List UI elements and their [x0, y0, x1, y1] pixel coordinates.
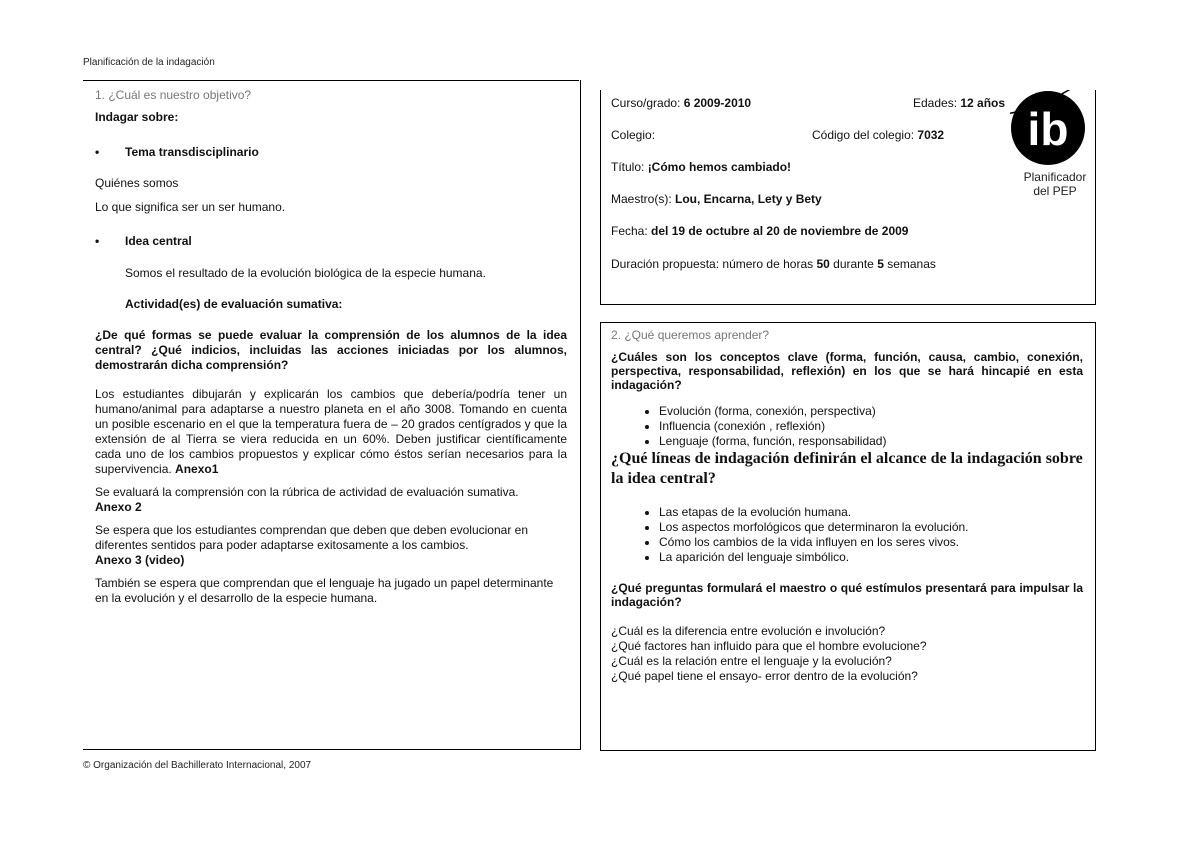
codigo-label: Código del colegio:	[812, 128, 918, 142]
logo-caption-line-1: Planificador	[1023, 170, 1087, 184]
linea-item: • La aparición del lenguaje simbólico.	[659, 550, 1083, 565]
lineas-question: ¿Qué líneas de indagación definirán el alcance de la indagación sobre la idea central?	[611, 450, 1083, 487]
preguntas-list	[611, 624, 1083, 684]
ib-logo	[1010, 90, 1086, 166]
left-column-border	[580, 80, 581, 750]
section-1-title: 1. ¿Cuál es nuestro objetivo?	[95, 88, 252, 102]
actividad-label: Actividad(es) de evaluación sumativa:	[125, 297, 343, 311]
pregunta-item: ¿Cuál es la relación entre el lenguaje y la evolución?	[611, 654, 892, 668]
fecha-value: del 19 de octubre al 20 de noviembre de 2009	[651, 224, 909, 238]
objective-section	[95, 88, 567, 606]
pregunta-item: ¿Cuál es la diferencia entre evolución e involución?	[611, 624, 886, 638]
tema-bullet	[95, 145, 567, 160]
conceptos-list	[611, 404, 1083, 449]
evaluation-question: ¿De qué formas se puede evaluar la comprensión de los alumnos de la idea central? ¿Qué indicios, incluidas las acciones iniciadas por los alumnos, demostrarán dicha comprensión?	[95, 328, 567, 372]
titulo-row	[611, 160, 791, 174]
maestros-value: Lou, Encarna, Lety y Bety	[675, 192, 822, 206]
pregunta-item: ¿Qué papel tiene el ensayo- error dentro de la evolución?	[611, 669, 918, 683]
maestros-label: Maestro(s):	[611, 192, 676, 206]
indagar-sobre-label: Indagar sobre:	[95, 110, 179, 124]
tema-label: Tema transdisciplinario	[125, 145, 259, 159]
concepto-item: • Lenguaje (forma, función, responsabilidad)	[659, 434, 1083, 449]
fecha-label: Fecha:	[611, 224, 652, 238]
anexo-2: Anexo 2	[95, 500, 142, 514]
header-rule	[83, 80, 579, 81]
duracion-row	[611, 257, 936, 271]
summative-paragraph-3	[95, 523, 567, 568]
page-header: Planificación de la indagación	[83, 57, 215, 68]
preguntas-question: ¿Qué preguntas formulará el maestro o qué estímulos presentará para impulsar la indagación?	[611, 581, 1083, 609]
titulo-value: ¡Cómo hemos cambiado!	[647, 160, 792, 174]
maestros-row	[611, 192, 822, 206]
ib-logo-text: ib	[1027, 103, 1069, 155]
edades-row	[913, 96, 1005, 110]
duracion-mid: durante	[829, 257, 878, 271]
linea-item: • Cómo los cambios de la vida influyen en los seres vivos.	[659, 535, 1083, 550]
footer-rule	[83, 749, 580, 750]
duracion-label: Duración propuesta: número de horas	[611, 257, 817, 271]
concepto-item: • Evolución (forma, conexión, perspectiva)	[659, 404, 1083, 419]
edades-value: 12 años	[960, 96, 1006, 110]
bullet-dot: •	[95, 145, 100, 159]
duracion-end: semanas	[883, 257, 936, 271]
conceptos-question: ¿Cuáles son los conceptos clave (forma, función, causa, cambio, conexión, perspectiva, responsabilidad, reflexión) en los que se hará hincapié en esta indagación?	[611, 350, 1083, 392]
idea-label: Idea central	[125, 234, 192, 248]
curso-label: Curso/grado:	[611, 96, 684, 110]
anexo-1: Anexo1	[175, 462, 219, 476]
codigo-value: 7032	[917, 128, 945, 142]
tema-name: Quiénes somos	[95, 176, 179, 190]
summative-paragraph-2	[95, 485, 567, 515]
learning-section	[611, 328, 1083, 684]
fecha-row	[611, 224, 908, 238]
titulo-label: Título:	[611, 160, 648, 174]
pregunta-item: ¿Qué factores han influido para que el hombre evolucione?	[611, 639, 927, 653]
summative-paragraph-4: También se espera que comprendan que el lenguaje ha jugado un papel determinante en la evolución y el desarrollo de la especie humana.	[95, 576, 554, 605]
idea-bullet	[95, 234, 567, 249]
logo-caption-line-2: del PEP	[1033, 184, 1077, 198]
edades-label: Edades:	[913, 96, 961, 110]
colegio-label: Colegio:	[611, 128, 656, 142]
curso-row	[611, 96, 751, 110]
codigo-row	[812, 128, 944, 142]
lineas-list	[611, 505, 1083, 565]
linea-item: • Las etapas de la evolución humana.	[659, 505, 1083, 520]
section-2-title: 2. ¿Qué queremos aprender?	[611, 328, 770, 342]
logo-caption	[1012, 170, 1098, 198]
duracion-semanas: 5	[877, 257, 884, 271]
bullet-dot: •	[95, 234, 100, 248]
paragraph-2-text: Se evaluará la comprensión con la rúbrica de actividad de evaluación sumativa.	[95, 485, 519, 499]
tema-description: Lo que significa ser un ser humano.	[95, 200, 286, 214]
linea-item: • Los aspectos morfológicos que determinaron la evolución.	[659, 520, 1083, 535]
page-footer: © Organización del Bachillerato Internacional, 2007	[83, 760, 312, 771]
concepto-item: • Influencia (conexión , reflexión)	[659, 419, 1083, 434]
paragraph-3-text: Se espera que los estudiantes comprendan que deben que deben evolucionar en diferentes sentidos para poder adaptarse exitosamente a los cambios.	[95, 523, 528, 552]
anexo-3: Anexo 3 (video)	[95, 553, 185, 567]
duracion-horas: 50	[816, 257, 830, 271]
paragraph-1-text: Los estudiantes dibujarán y explicarán los cambios que debería/podría tener un humano/animal para adaptarse a nuestro planeta en el año 3008. Tomando en cuenta un posible escenario en el que la temperatura fuera de – 20 grados centígrados y que la extensión de al Tierra se viera reducida en un 60%. Deben justificar científicamente cada uno de los cambios propuestos y explicar cómo éstos serían necesarios para la supervivencia.	[95, 387, 567, 476]
summative-paragraph-1	[95, 387, 567, 477]
idea-text: Somos el resultado de la evolución biológica de la especie humana.	[125, 266, 486, 280]
curso-value: 6 2009-2010	[683, 96, 752, 110]
